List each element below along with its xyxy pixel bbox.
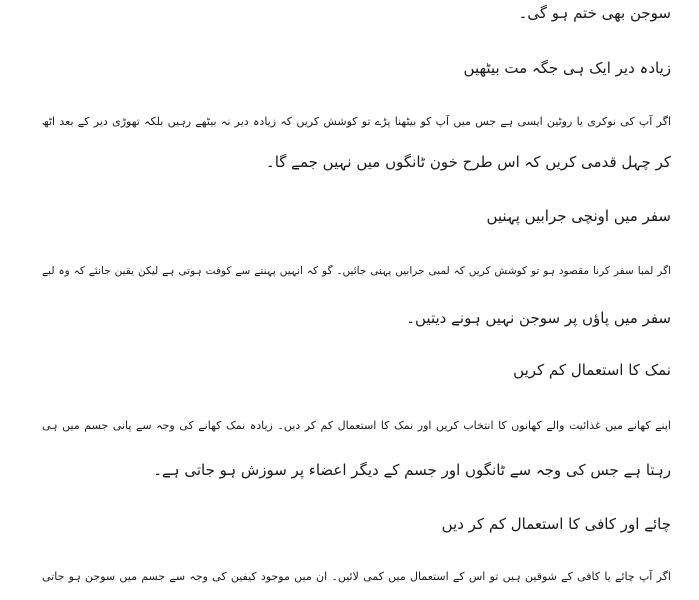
section-heading: چائے اور کافی کا استعمال کم کر دیں xyxy=(441,515,671,533)
section-heading: نمک کا استعمال کم کریں xyxy=(513,361,671,379)
paragraph-line: رہتا ہے جس کی وجہ سے ٹانگوں اور جسم کے دیگر اعضاء پر سوزش ہو جاتی ہے۔ xyxy=(153,461,671,479)
paragraph-line: اگر آپ چائے یا کافی کے شوقین ہیں تو اس کے استعمال میں کمی لائیں۔ ان میں موجود کیفین کی وجہ سے جسم میں سوجن ہو جاتی xyxy=(42,570,671,583)
paragraph-line: اپنے کھانے میں غذائیت والے کھانوں کا انتخاب کریں اور نمک کا استعمال کم کر دیں۔ زیادہ نمک کھانے کی وجہ سے پانی جسم میں ہی xyxy=(42,419,671,432)
paragraph-line: سوجن بھی ختم ہو گی۔ xyxy=(518,4,671,22)
paragraph-line: کر چہل قدمی کریں کہ اس طرح خون ٹانگوں میں نہیں جمے گا۔ xyxy=(265,153,671,171)
paragraph-line: اگر لمبا سفر کرنا مقصود ہو تو کوشش کریں کہ لمبی جرابیں پہنی جائیں۔ گو کہ انہیں پہننے سے کوفت ہوتی ہے لیکن یقین جانئے کہ وہ لبے xyxy=(42,265,671,277)
paragraph-line: اگر آپ کی نوکری یا روٹین ایسی ہے جس میں آپ کو بیٹھنا پڑے تو کوشش کریں کہ زیادہ دیر نہ بیٹھے رہیں بلکہ تھوڑی دیر کے بعد اٹھ xyxy=(42,115,671,128)
paragraph-line: سفر میں پاؤں پر سوجن نہیں ہونے دیتیں۔ xyxy=(406,309,671,327)
section-heading: زیادہ دیر ایک ہی جگہ مت بیٹھیں xyxy=(463,59,671,77)
section-heading: سفر میں اونچی جرابیں پہنیں xyxy=(486,207,671,225)
